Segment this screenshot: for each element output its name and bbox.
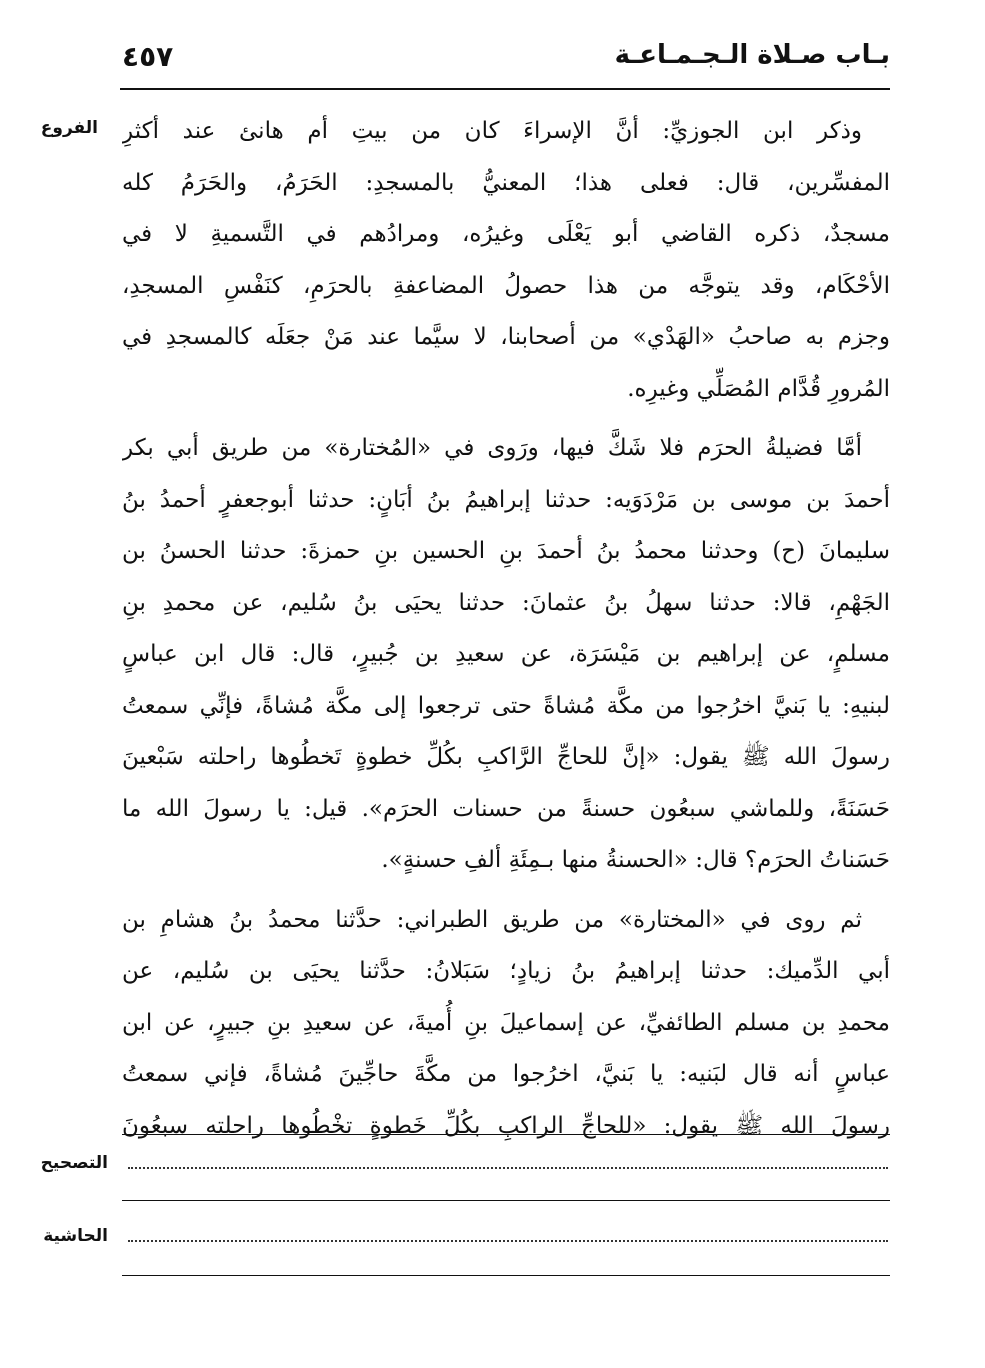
text-line: مسلمٍ، عن إبراهيم بن مَيْسَرَة، عن سعيدِ بن جُبيرٍ، قال: قال ابن عباسٍ bbox=[122, 641, 890, 667]
text-line: مسجدٌ، ذكره القاضي أبو يَعْلَى وغيرُه، ومرادُهم في التَّسميةِ لا في bbox=[122, 221, 890, 247]
text-line: الجَهْمِ، قالا: حدثنا سهلُ بنُ عثمانَ: حدثنا يحيَى بنُ سُليم، عن محمدِ بنِ bbox=[122, 589, 890, 616]
main-text bbox=[122, 106, 890, 1152]
text-line: الأحْكَام، وقد يتوجَّه من هذا حصولُ المضاعفةِ بالحرَمِ، كنَفْسِ المسجدِ، bbox=[122, 272, 890, 299]
annotation-dotted-line bbox=[128, 1240, 888, 1242]
text-line: المفسِّرين، قال: فعلى هذا؛ المعنيُّ بالمسجدِ: الحَرَمُ، والحَرَمُ كله bbox=[122, 169, 890, 196]
text-line: أمَّا فضيلةُ الحرَم فلا شَكَّ فيها، ورَوى في «المُختارة» من طريق أبي بكر bbox=[122, 435, 862, 461]
footer-rule-middle bbox=[122, 1200, 890, 1201]
paragraph-3 bbox=[122, 895, 890, 1153]
text-line: محمدِ بن مسلم الطائفيِّ، عن إسماعيلَ بنِ أُميةَ، عن سعيدِ بنِ جبيرٍ، عن ابن bbox=[122, 1009, 890, 1036]
text-line: رسولَ الله ﷺ يقول: «للحاجِّ الراكبِ بكُلِّ خَطوةٍ تخْطُوها راحلته سبعُونَ bbox=[122, 1112, 890, 1139]
text-line: وذكر ابن الجوزيِّ: أنَّ الإسراءَ كان من بيتِ أم هانئ عند أكثرِ bbox=[122, 118, 862, 144]
text-line: ثم روى في «المختارة» من طريق الطبراني: حدَّثنا محمدُ بنُ هشامِ بن bbox=[122, 906, 862, 933]
text-line: المُرورِ قُدَّام المُصَلِّي وغيرِه. bbox=[627, 375, 890, 402]
text-line: رسولَ الله ﷺ يقول: «إنَّ للحاجِّ الرَّاكبِ بكُلِّ خطوةٍ تَخطُوها راحلته سَبْعينَ bbox=[122, 744, 890, 770]
margin-label-furoo: الفروع bbox=[40, 118, 98, 138]
correction-dotted-line bbox=[128, 1167, 888, 1169]
text-line: عباسٍ أنه قال لبَنيه: يا بَنيَّ، اخرُجوا من مكَّةَ حاجِّينَ مُشاةً، فإني سمعتُ bbox=[122, 1061, 890, 1087]
footer-rule-bottom bbox=[122, 1275, 890, 1276]
text-line: أبي الدِّميك: حدثنا إبراهيمُ بنُ زيادٍ؛ سَبَلانُ: حدَّثنا يحيَى بن سُليم، عن bbox=[122, 958, 890, 984]
text-line: سليمانَ (ح) وحدثنا محمدُ بنُ أحمدَ بنِ الحسين بنِ حمزةَ: حدثنا الحسنُ بن bbox=[122, 538, 890, 564]
footer-rule-top bbox=[122, 1134, 890, 1135]
correction-label: التصحيح bbox=[40, 1153, 108, 1173]
annotation-label: الحاشية bbox=[43, 1226, 108, 1246]
text-line: أحمدَ بن موسى بن مَرْدَوَيه: حدثنا إبراهيمُ بنُ أبَانٍ: حدثنا أبوجعفرٍ أحمدُ بنُ bbox=[122, 486, 890, 513]
text-line: حَسَناتُ الحرَم؟ قال: «الحسنةُ منها بـمِئَةِ ألفِ حسنةٍ». bbox=[381, 847, 890, 873]
header-rule bbox=[120, 88, 890, 90]
chapter-title: بـاب صـلاة الـجـمـاعـة bbox=[614, 40, 890, 70]
page-number: ٤٥٧ bbox=[122, 40, 174, 73]
text-line: لبنيهِ: يا بَنيَّ اخرُجوا من مكَّة مُشاةً حتى ترجعوا إلى مكَّة مُشاةً، فإنِّي سمعتُ bbox=[122, 692, 890, 719]
text-line: وجزم به صاحبُ «الهَدْي» من أصحابنا، لا سيَّما عند مَنْ جعَلَه كالمسجدِ في bbox=[122, 324, 890, 350]
text-line: حَسَنَةً، وللماشي سبعُون حسنةً من حسنات الحرَم». قيل: يا رسولَ الله ما bbox=[122, 795, 890, 822]
paragraph-2 bbox=[122, 423, 890, 887]
paragraph-1 bbox=[122, 106, 890, 415]
